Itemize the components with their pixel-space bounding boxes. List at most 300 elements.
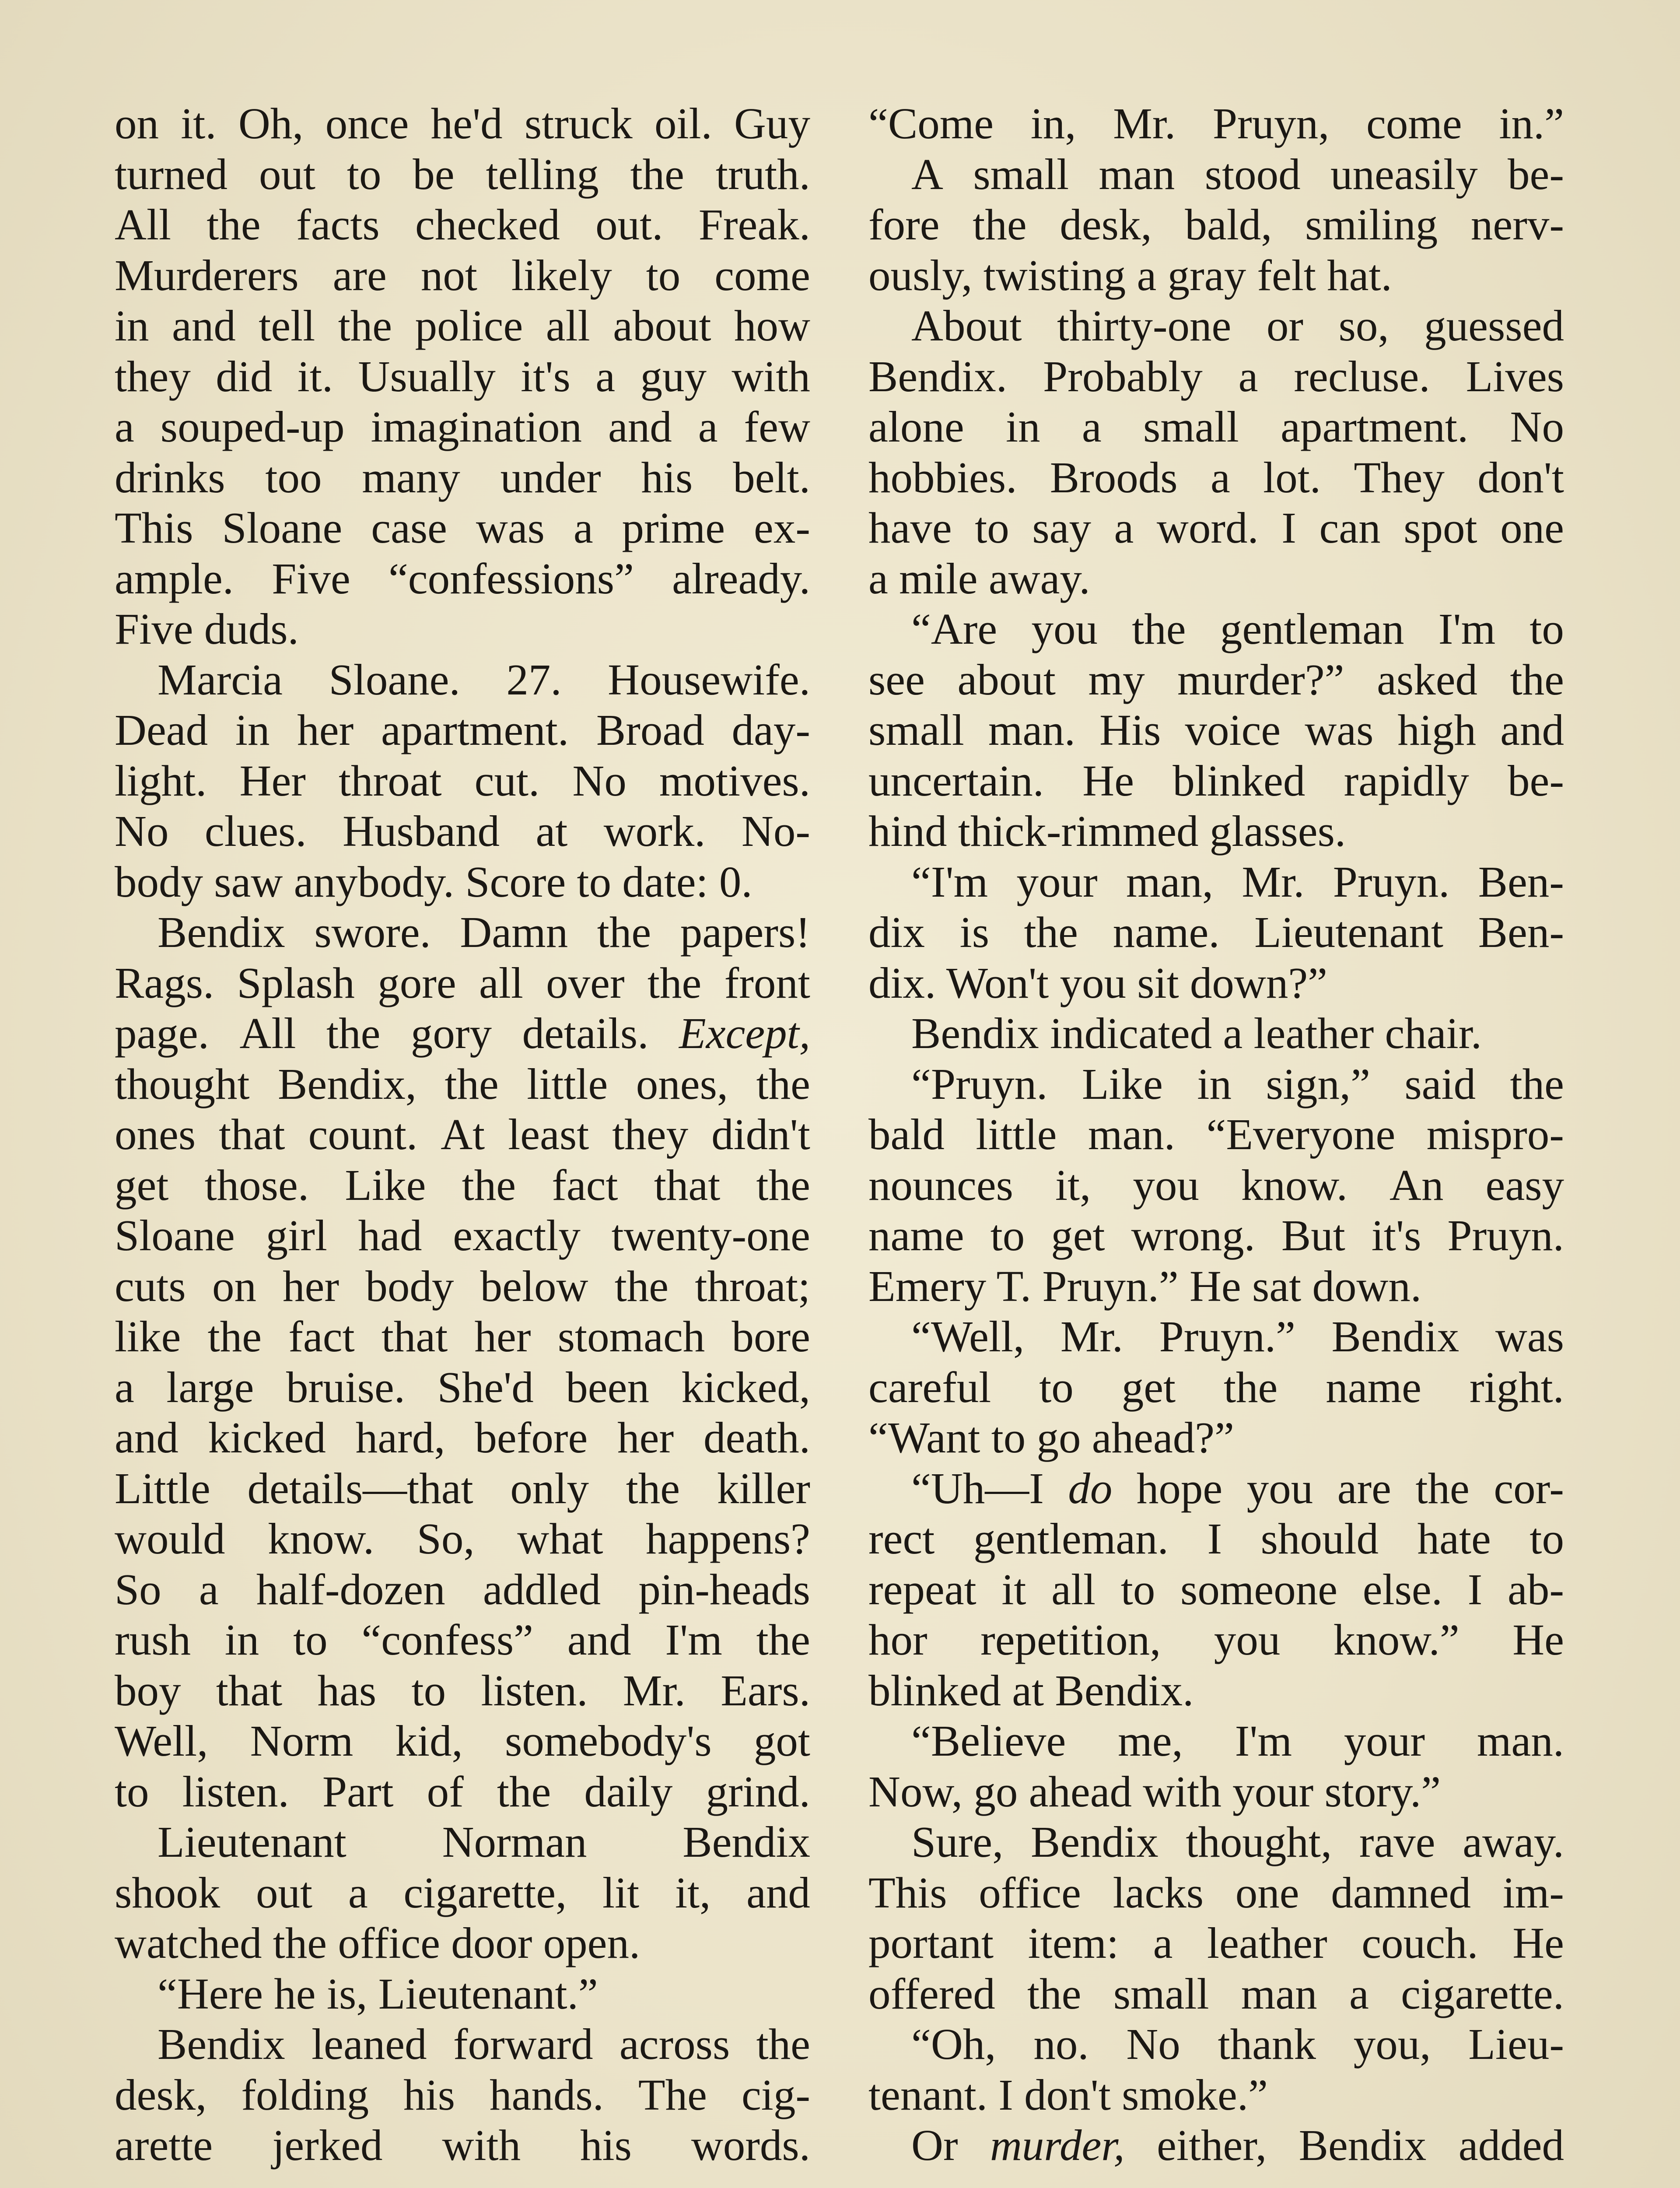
text-line xyxy=(868,554,1564,604)
word: Pruyn. xyxy=(1447,1211,1564,1260)
word: “Oh, xyxy=(911,2020,996,2069)
word: of xyxy=(427,1767,464,1816)
text-line xyxy=(868,2070,1564,2121)
word: in xyxy=(1006,402,1040,451)
right-text-column xyxy=(868,98,1564,2171)
word: murder?” xyxy=(1177,655,1344,704)
text-line xyxy=(868,1210,1564,1261)
word: hands. xyxy=(490,2070,604,2119)
text-line xyxy=(868,301,1564,351)
word: and xyxy=(172,301,236,350)
word: get xyxy=(1121,1362,1176,1412)
text-line xyxy=(868,402,1564,452)
word: a xyxy=(115,1362,134,1412)
word: uneasily xyxy=(1330,149,1478,199)
word: to xyxy=(1530,604,1564,653)
text-line xyxy=(115,604,810,655)
word: hard, xyxy=(355,1413,445,1462)
word: fore xyxy=(868,200,940,249)
text-line xyxy=(115,554,810,604)
text-line xyxy=(115,2019,810,2070)
word: Bendix xyxy=(682,1817,810,1866)
word: This xyxy=(115,503,193,552)
word: grind. xyxy=(706,1767,810,1816)
word: “confess” xyxy=(361,1615,533,1664)
word: the xyxy=(756,1160,810,1210)
word: Pruyn, xyxy=(1212,99,1330,148)
text-line xyxy=(868,1666,1564,1716)
word: ously, twisting a gray felt hat. xyxy=(868,250,1392,300)
word: An xyxy=(1390,1160,1444,1210)
word: cigarette. xyxy=(1401,1969,1564,2018)
word: cor- xyxy=(1494,1463,1564,1513)
word: the xyxy=(338,301,392,350)
word: lit xyxy=(602,1868,640,1917)
word: man xyxy=(1241,1969,1317,2018)
word: Rags. xyxy=(115,958,214,1007)
text-line xyxy=(115,1716,810,1767)
word: fact xyxy=(552,1160,618,1210)
word: guessed xyxy=(1424,301,1564,350)
word: you xyxy=(1214,1615,1281,1664)
word: rush xyxy=(115,1615,191,1664)
word: ones, xyxy=(636,1059,728,1108)
word: tell xyxy=(259,301,315,350)
word: many xyxy=(362,452,460,502)
word: No xyxy=(1126,2020,1180,2069)
word: They xyxy=(1354,452,1445,502)
text-line xyxy=(115,1311,810,1362)
word: daily xyxy=(584,1767,673,1816)
word: Bendix xyxy=(1030,1817,1158,1866)
word: ones xyxy=(115,1110,196,1159)
word: twenty-one xyxy=(611,1211,810,1260)
word: to xyxy=(1120,1564,1155,1614)
word: Sloane xyxy=(222,503,343,552)
word: About xyxy=(911,301,1022,350)
word: throat; xyxy=(695,1261,810,1311)
word: I xyxy=(1281,503,1296,552)
word: lacks xyxy=(1113,1868,1204,1917)
word: on xyxy=(212,1261,256,1311)
word: thirty-one xyxy=(1057,301,1232,350)
word: the xyxy=(497,1767,551,1816)
word: see xyxy=(868,655,925,704)
text-line xyxy=(868,604,1564,655)
word: light. xyxy=(115,756,207,805)
text-line xyxy=(868,1514,1564,1564)
word: a xyxy=(1210,452,1230,502)
word: half-dozen xyxy=(256,1564,445,1614)
word: a xyxy=(1238,351,1258,401)
text-line xyxy=(115,1210,810,1261)
word: with xyxy=(442,2121,521,2170)
word: in xyxy=(224,1615,259,1664)
word: Marcia xyxy=(158,655,283,704)
word: Or xyxy=(911,2121,958,2170)
word: Little xyxy=(115,1463,210,1513)
word: in xyxy=(115,301,149,350)
word: man. xyxy=(1477,1716,1564,1765)
text-line xyxy=(868,655,1564,705)
word: to xyxy=(1039,1362,1074,1412)
word: little xyxy=(976,1110,1057,1159)
word: damned xyxy=(1331,1868,1471,1917)
word: the xyxy=(756,1059,810,1108)
word: the xyxy=(597,908,651,957)
text-line xyxy=(115,1463,810,1514)
word: easy xyxy=(1485,1160,1564,1210)
word: All xyxy=(115,200,172,249)
word: the xyxy=(1024,908,1078,957)
word: struck xyxy=(524,99,633,148)
word: fact xyxy=(288,1312,355,1361)
word: offered xyxy=(868,1969,995,2018)
word: gore xyxy=(378,958,456,1007)
word: the xyxy=(973,200,1027,249)
text-line xyxy=(868,1261,1564,1312)
word: lot. xyxy=(1263,452,1321,502)
word: word. xyxy=(1156,503,1259,552)
text-line xyxy=(868,1059,1564,1110)
word: thank xyxy=(1218,2020,1316,2069)
word: small xyxy=(868,705,964,754)
word: I xyxy=(1467,1564,1483,1614)
word: death. xyxy=(703,1413,810,1462)
word: rect xyxy=(868,1514,935,1563)
text-line xyxy=(868,1008,1564,1059)
word: about xyxy=(613,301,711,350)
word: But xyxy=(1281,1211,1345,1260)
word: addled xyxy=(483,1564,601,1614)
word: blinked at Bendix. xyxy=(868,1666,1194,1715)
word: already. xyxy=(672,554,810,603)
word: either, xyxy=(1157,2121,1267,2170)
word: come xyxy=(714,250,810,300)
word: page. xyxy=(115,1009,209,1058)
word: front xyxy=(724,958,810,1007)
word: how xyxy=(734,301,810,350)
text-line xyxy=(115,705,810,756)
word: said xyxy=(1404,1059,1476,1108)
text-line xyxy=(115,402,810,452)
text-line xyxy=(115,2070,810,2121)
text-line xyxy=(868,1969,1564,2020)
word: Mr. xyxy=(1242,857,1305,906)
word: So xyxy=(115,1564,161,1614)
word: sign,” xyxy=(1266,1059,1370,1108)
word: someone xyxy=(1180,1564,1338,1614)
word: that xyxy=(654,1160,721,1210)
word: can xyxy=(1319,503,1381,552)
word: Probably xyxy=(1043,351,1203,401)
word: been xyxy=(566,1362,649,1412)
text-line xyxy=(115,1969,810,2020)
word: desk, xyxy=(1060,200,1152,249)
word: too xyxy=(265,452,322,502)
word: Part xyxy=(322,1767,394,1816)
word: was xyxy=(1305,705,1374,754)
text-line xyxy=(115,1059,810,1110)
word: man. xyxy=(988,705,1076,754)
word: thought xyxy=(115,1059,250,1108)
word: nerv- xyxy=(1470,200,1564,249)
word: clues. xyxy=(204,806,307,856)
word: I'm xyxy=(1438,604,1496,653)
word: Bendix. xyxy=(868,351,1008,401)
word: No xyxy=(1510,402,1564,451)
word: at xyxy=(536,806,568,856)
word: did xyxy=(216,351,273,401)
word: to xyxy=(990,1211,1025,1260)
word: facts xyxy=(296,200,380,249)
text-line xyxy=(115,503,810,554)
text-line xyxy=(115,452,810,503)
word: souped-up xyxy=(160,402,345,451)
word: turned xyxy=(115,149,228,199)
word: killer xyxy=(717,1463,810,1513)
text-line xyxy=(868,2019,1564,2070)
text-line xyxy=(868,1918,1564,1969)
word: the xyxy=(756,1615,810,1664)
word: Bendix xyxy=(1298,2121,1427,2170)
word: a xyxy=(1082,402,1102,451)
word: swore. xyxy=(314,908,431,957)
word: stood xyxy=(1204,149,1301,199)
word: Norm xyxy=(250,1716,354,1765)
word: I'm xyxy=(665,1615,722,1664)
word: her xyxy=(617,1413,674,1462)
word: has xyxy=(317,1666,377,1715)
word: He xyxy=(1082,756,1134,805)
word: one xyxy=(1500,503,1564,552)
word: Now, go ahead with your story.” xyxy=(868,1767,1441,1816)
word: case xyxy=(371,503,447,552)
text-line xyxy=(868,1868,1564,1918)
text-line xyxy=(115,301,810,351)
word: the xyxy=(626,1463,680,1513)
word: the xyxy=(207,1312,262,1361)
word: about xyxy=(957,655,1056,704)
text-line xyxy=(115,1514,810,1564)
text-line xyxy=(868,1615,1564,1666)
text-line xyxy=(868,1564,1564,1615)
word: truth. xyxy=(715,149,810,199)
text-line xyxy=(868,1767,1564,1817)
word: in xyxy=(1197,1059,1232,1108)
word: “Are xyxy=(911,604,998,653)
word: So, xyxy=(416,1514,475,1563)
word: Broods xyxy=(1050,452,1178,502)
word: Well, xyxy=(115,1716,208,1765)
word: Murderers xyxy=(115,250,299,300)
word: A xyxy=(911,149,943,199)
word: bald xyxy=(868,1110,945,1159)
word: they xyxy=(612,1110,689,1159)
word: to xyxy=(646,250,681,300)
word: it's xyxy=(1371,1211,1421,1260)
word: it xyxy=(1001,1564,1026,1614)
word: At xyxy=(441,1110,485,1159)
word: No- xyxy=(741,806,810,856)
word: cigarette, xyxy=(403,1868,567,1917)
text-line xyxy=(115,857,810,908)
word: a xyxy=(348,1868,368,1917)
word: “Want to go ahead?” xyxy=(868,1413,1234,1462)
word: the xyxy=(630,149,684,199)
word: small xyxy=(1143,402,1239,451)
word: the xyxy=(1510,1059,1564,1108)
word: Emery T. Pruyn.” He sat down. xyxy=(868,1261,1422,1311)
word: wrong. xyxy=(1131,1211,1255,1260)
word: be- xyxy=(1508,149,1564,199)
word: didn't xyxy=(711,1110,810,1159)
text-line xyxy=(115,250,810,301)
word: her xyxy=(283,1261,340,1311)
text-line xyxy=(115,1767,810,1817)
word: cuts xyxy=(115,1261,186,1311)
word: over xyxy=(546,958,625,1007)
word: Bendix xyxy=(1331,1312,1460,1361)
word: her xyxy=(297,705,354,754)
text-line xyxy=(868,149,1564,200)
word: and xyxy=(567,1615,631,1664)
text-line xyxy=(868,2120,1564,2171)
word: in xyxy=(235,705,270,754)
text-line xyxy=(868,250,1564,301)
word: the xyxy=(1415,1463,1470,1513)
word: once xyxy=(325,99,409,148)
text-line xyxy=(868,503,1564,554)
word: Ben- xyxy=(1478,908,1564,957)
word: tenant. I don't smoke.” xyxy=(868,2070,1268,2119)
word: No xyxy=(572,756,626,805)
word: else. xyxy=(1362,1564,1442,1614)
word: recluse. xyxy=(1294,351,1430,401)
word: high xyxy=(1397,705,1477,754)
word: drinks xyxy=(115,452,225,502)
word: pin-heads xyxy=(638,1564,810,1614)
word: my xyxy=(1088,655,1145,704)
word: im- xyxy=(1502,1868,1564,1917)
word: the xyxy=(1510,655,1564,704)
text-line xyxy=(115,655,810,705)
word: portant xyxy=(868,1918,994,1967)
text-line xyxy=(115,1918,810,1969)
word: in, xyxy=(1030,99,1076,148)
word: his xyxy=(641,452,693,502)
text-line xyxy=(115,1160,810,1211)
word: had xyxy=(358,1211,422,1260)
word: before xyxy=(475,1413,588,1462)
word: bore xyxy=(732,1312,810,1361)
word: Except, xyxy=(679,1009,810,1058)
word: folding xyxy=(241,2070,369,2119)
word: likely xyxy=(511,250,612,300)
text-line xyxy=(115,1817,810,1868)
word: police xyxy=(415,301,523,350)
word: gentleman. xyxy=(973,1514,1169,1563)
word: don't xyxy=(1477,452,1564,502)
word: away. xyxy=(1463,1817,1564,1866)
word: what xyxy=(517,1514,603,1563)
word: office xyxy=(979,1868,1081,1917)
word: hor xyxy=(868,1615,928,1664)
text-line xyxy=(868,1311,1564,1362)
word: small xyxy=(973,149,1069,199)
word: “Pruyn. xyxy=(911,1059,1048,1108)
word: to xyxy=(975,503,1009,552)
word: Lieutenant xyxy=(1254,908,1444,957)
word: all xyxy=(1051,1564,1096,1614)
word: forward xyxy=(453,2020,593,2069)
word: name. xyxy=(1113,908,1220,957)
word: Dead xyxy=(115,705,208,754)
word: Bendix xyxy=(158,908,285,957)
word: it's xyxy=(521,351,570,401)
word: to xyxy=(346,149,382,199)
text-line xyxy=(115,1109,810,1160)
word: somebody's xyxy=(505,1716,712,1765)
word: the xyxy=(326,1009,381,1058)
word: happens? xyxy=(646,1514,810,1563)
word: the xyxy=(444,1059,499,1108)
word: on xyxy=(115,99,159,148)
word: bruise. xyxy=(286,1362,406,1412)
word: ab- xyxy=(1507,1564,1564,1614)
word: her xyxy=(474,1312,531,1361)
word: She'd xyxy=(437,1362,534,1412)
word: careful xyxy=(868,1362,991,1412)
word: Sloane xyxy=(115,1211,235,1260)
word: Her xyxy=(239,756,306,805)
word: Mr. xyxy=(1113,99,1176,148)
word: body saw anybody. Score to date: 0. xyxy=(115,857,752,906)
word: across xyxy=(619,2020,730,2069)
word: guy xyxy=(640,351,707,401)
word: cig- xyxy=(741,2070,810,2119)
word: Bendix, xyxy=(278,1059,417,1108)
word: Splash xyxy=(237,958,355,1007)
word: boy xyxy=(115,1666,181,1715)
word: Five xyxy=(272,554,350,603)
word: the xyxy=(1224,1362,1278,1412)
word: man, xyxy=(1126,857,1214,906)
word: he'd xyxy=(430,99,503,148)
word: be xyxy=(413,149,455,199)
word: item: xyxy=(1028,1918,1119,1967)
text-line xyxy=(868,452,1564,503)
word: arette xyxy=(115,2121,213,2170)
word: Ben- xyxy=(1478,857,1564,906)
word: count. xyxy=(308,1110,418,1159)
word: a xyxy=(1349,1969,1369,2018)
word: that xyxy=(381,1312,448,1361)
text-line xyxy=(115,1615,810,1666)
word: that xyxy=(216,1666,283,1715)
word: gory xyxy=(410,1009,492,1058)
word: hope xyxy=(1136,1463,1223,1513)
word: Ears. xyxy=(721,1666,810,1715)
word: kicked xyxy=(208,1413,326,1462)
text-line xyxy=(868,806,1564,857)
word: stomach xyxy=(557,1312,705,1361)
word: belt. xyxy=(733,452,810,502)
text-line xyxy=(115,1008,810,1059)
text-line xyxy=(868,958,1564,1009)
word: nounces xyxy=(868,1160,1013,1210)
word: prime xyxy=(622,503,725,552)
